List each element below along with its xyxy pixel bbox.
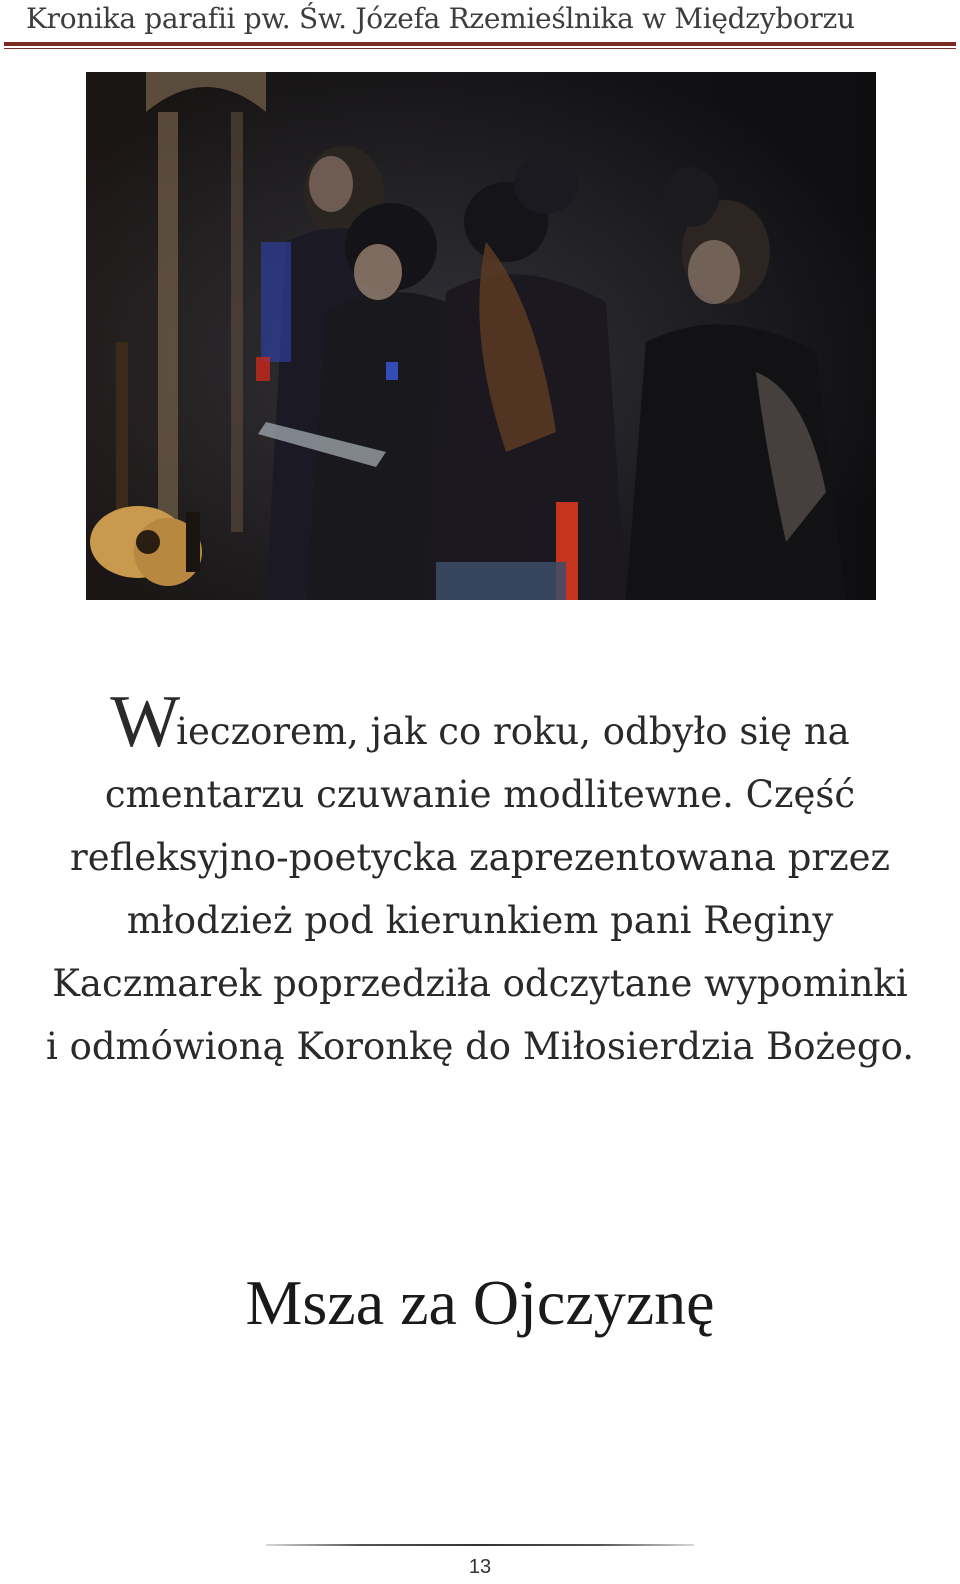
section-heading: Msza za Ojczyznę: [245, 1267, 715, 1338]
drop-cap: W: [110, 681, 177, 763]
event-photo: [86, 72, 876, 600]
paragraph-line-1: [14, 681, 946, 763]
paragraph: [14, 681, 946, 1078]
header-title: Kronika parafii pw. Św. Józefa Rzemieślnika w Międzyborzu: [26, 2, 855, 35]
footer-rule: [266, 1544, 694, 1546]
event-photo-illustration: [86, 72, 876, 600]
paragraph-line-4: młodzież pod kierunkiem pani Reginy: [126, 899, 834, 942]
page-number: 13: [468, 1556, 492, 1578]
paragraph-line-2: cmentarzu czuwanie modlitewne. Część: [104, 773, 856, 816]
paragraph-line-5: Kaczmarek poprzedziła odczytane wypominki: [52, 962, 908, 1005]
header-rule: [4, 42, 956, 46]
paragraph-line-3: refleksyjno-poetycka zaprezentowana przez: [70, 836, 890, 879]
running-header: [0, 0, 960, 52]
paragraph-line-1-text: ieczorem, jak co roku, odbyło się na: [176, 710, 850, 753]
header-rule-thin: [4, 48, 956, 49]
paragraph-line-6: i odmówioną Koronkę do Miłosierdzia Bożego.: [45, 1025, 915, 1068]
